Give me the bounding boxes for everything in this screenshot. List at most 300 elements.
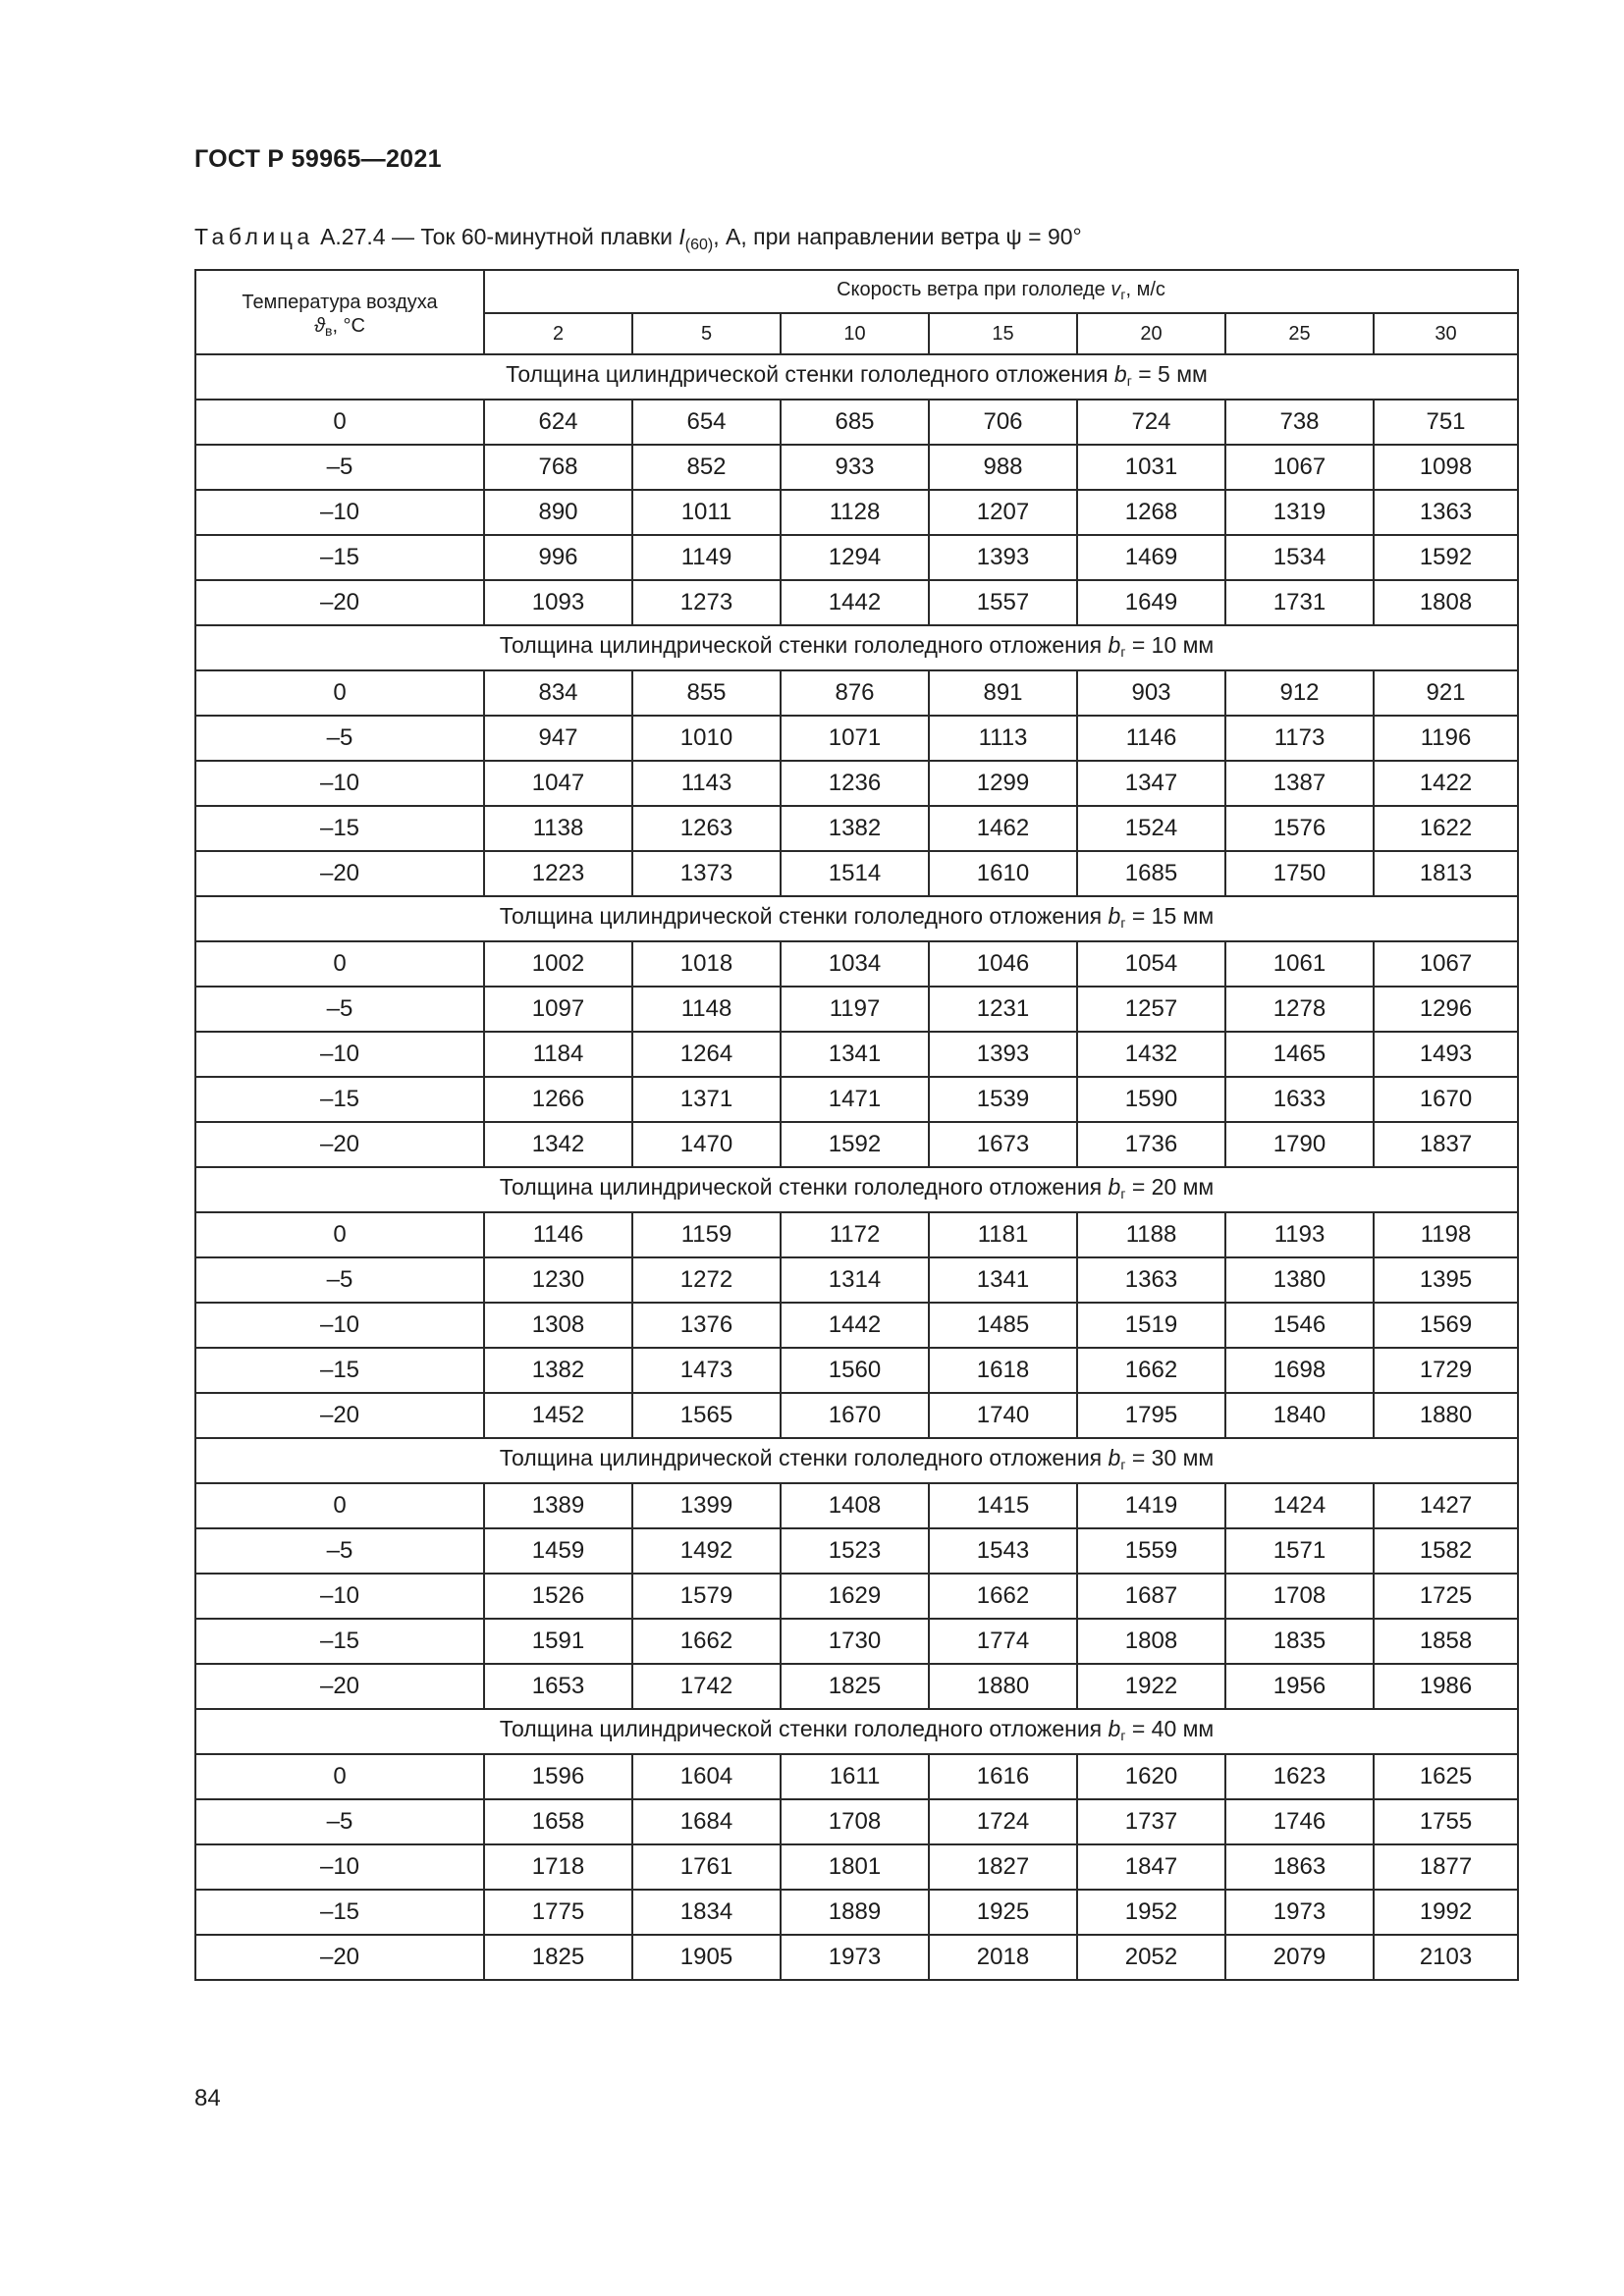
- section-title-prefix: Толщина цилиндрической стенки гололедного отложения: [506, 360, 1114, 387]
- value-cell: 921: [1374, 670, 1518, 716]
- value-cell: 1742: [632, 1664, 781, 1709]
- value-cell: 1571: [1225, 1528, 1374, 1574]
- temperature-cell: 0: [195, 1212, 484, 1257]
- table-row: [195, 1032, 1518, 1077]
- value-cell: 1633: [1225, 1077, 1374, 1122]
- value-cell: 1620: [1077, 1754, 1225, 1799]
- temperature-cell: –15: [195, 1619, 484, 1664]
- value-cell: 1837: [1374, 1122, 1518, 1167]
- table-row: [195, 851, 1518, 896]
- value-cell: 1808: [1077, 1619, 1225, 1664]
- section-header-row: [195, 625, 1518, 670]
- value-cell: 706: [929, 400, 1077, 445]
- caption-label: Таблица: [194, 224, 314, 249]
- temperature-cell: –10: [195, 1574, 484, 1619]
- section-title: [195, 1438, 1518, 1483]
- section-title-prefix: Толщина цилиндрической стенки гололедного отложения: [499, 631, 1109, 658]
- value-cell: 891: [929, 670, 1077, 716]
- wind-speed-header-text: Скорость ветра при гололеде: [837, 278, 1111, 300]
- value-cell: 1173: [1225, 716, 1374, 761]
- section-header-row: [195, 1167, 1518, 1212]
- table-row: [195, 1122, 1518, 1167]
- value-cell: 1579: [632, 1574, 781, 1619]
- value-cell: 1670: [1374, 1077, 1518, 1122]
- value-cell: 1184: [484, 1032, 632, 1077]
- table-row: [195, 1799, 1518, 1844]
- value-cell: 996: [484, 535, 632, 580]
- temperature-cell: –5: [195, 716, 484, 761]
- temperature-cell: –20: [195, 580, 484, 625]
- section-title-symbol: b: [1108, 902, 1121, 929]
- value-cell: 1067: [1225, 445, 1374, 490]
- table-row: [195, 1574, 1518, 1619]
- wind-speed-symbol: v: [1110, 278, 1121, 300]
- value-cell: 1018: [632, 941, 781, 987]
- section-title-prefix: Толщина цилиндрической стенки гололедного отложения: [499, 1444, 1109, 1470]
- value-cell: 1272: [632, 1257, 781, 1303]
- data-table: [194, 269, 1519, 1981]
- value-cell: 2018: [929, 1935, 1077, 1980]
- value-cell: 1687: [1077, 1574, 1225, 1619]
- value-cell: 1314: [781, 1257, 929, 1303]
- value-cell: 1263: [632, 806, 781, 851]
- value-cell: 1143: [632, 761, 781, 806]
- value-cell: 1755: [1374, 1799, 1518, 1844]
- value-cell: 1172: [781, 1212, 929, 1257]
- value-cell: 1294: [781, 535, 929, 580]
- table-row: [195, 1483, 1518, 1528]
- value-cell: 1054: [1077, 941, 1225, 987]
- value-cell: 1408: [781, 1483, 929, 1528]
- value-cell: 1905: [632, 1935, 781, 1980]
- value-cell: 1746: [1225, 1799, 1374, 1844]
- temperature-cell: –5: [195, 1257, 484, 1303]
- section-title-subscript: г: [1120, 914, 1126, 931]
- temperature-cell: –20: [195, 851, 484, 896]
- table-row: [195, 1393, 1518, 1438]
- value-cell: 1565: [632, 1393, 781, 1438]
- caption-subscript: (60): [684, 237, 714, 253]
- value-cell: 1002: [484, 941, 632, 987]
- value-cell: 1393: [929, 1032, 1077, 1077]
- value-cell: 1539: [929, 1077, 1077, 1122]
- value-cell: 1197: [781, 987, 929, 1032]
- value-cell: 1718: [484, 1844, 632, 1890]
- section-title-subscript: г: [1126, 372, 1132, 389]
- value-cell: 1560: [781, 1348, 929, 1393]
- value-cell: 1347: [1077, 761, 1225, 806]
- value-cell: 1266: [484, 1077, 632, 1122]
- value-cell: 1342: [484, 1122, 632, 1167]
- value-cell: 1956: [1225, 1664, 1374, 1709]
- value-cell: 1011: [632, 490, 781, 535]
- value-cell: 1031: [1077, 445, 1225, 490]
- section-header-row: [195, 1709, 1518, 1754]
- value-cell: 1569: [1374, 1303, 1518, 1348]
- value-cell: 1889: [781, 1890, 929, 1935]
- value-cell: 1098: [1374, 445, 1518, 490]
- value-cell: 1415: [929, 1483, 1077, 1528]
- table-row: [195, 535, 1518, 580]
- section-title-suffix: = 5 мм: [1131, 360, 1208, 387]
- value-cell: 1373: [632, 851, 781, 896]
- table-row: [195, 1528, 1518, 1574]
- value-cell: 1835: [1225, 1619, 1374, 1664]
- caption-symbol: I: [678, 224, 685, 249]
- value-cell: 1523: [781, 1528, 929, 1574]
- value-cell: 1149: [632, 535, 781, 580]
- value-cell: 1559: [1077, 1528, 1225, 1574]
- value-cell: 1623: [1225, 1754, 1374, 1799]
- value-cell: 1473: [632, 1348, 781, 1393]
- value-cell: 1808: [1374, 580, 1518, 625]
- table-row: [195, 580, 1518, 625]
- value-cell: 1061: [1225, 941, 1374, 987]
- value-cell: 1264: [632, 1032, 781, 1077]
- value-cell: 1419: [1077, 1483, 1225, 1528]
- value-cell: 1673: [929, 1122, 1077, 1167]
- temperature-symbol-subscript: в: [325, 323, 333, 339]
- value-cell: 876: [781, 670, 929, 716]
- header-row: [195, 270, 1518, 313]
- value-cell: 1432: [1077, 1032, 1225, 1077]
- value-cell: 1148: [632, 987, 781, 1032]
- value-cell: 1128: [781, 490, 929, 535]
- value-cell: 1670: [781, 1393, 929, 1438]
- value-cell: 1422: [1374, 761, 1518, 806]
- value-cell: 1236: [781, 761, 929, 806]
- section-title-subscript: г: [1120, 1185, 1126, 1201]
- value-cell: 1774: [929, 1619, 1077, 1664]
- value-cell: 1546: [1225, 1303, 1374, 1348]
- value-cell: 1389: [484, 1483, 632, 1528]
- value-cell: 1827: [929, 1844, 1077, 1890]
- value-cell: 1146: [1077, 716, 1225, 761]
- value-cell: 1485: [929, 1303, 1077, 1348]
- value-cell: 933: [781, 445, 929, 490]
- value-cell: 1034: [781, 941, 929, 987]
- value-cell: 1459: [484, 1528, 632, 1574]
- temperature-symbol: ϑ: [314, 315, 325, 337]
- value-cell: 1380: [1225, 1257, 1374, 1303]
- table-row: [195, 490, 1518, 535]
- value-cell: 1363: [1077, 1257, 1225, 1303]
- table-row: [195, 1303, 1518, 1348]
- temperature-cell: –20: [195, 1393, 484, 1438]
- table-row: [195, 1754, 1518, 1799]
- value-cell: 1825: [781, 1664, 929, 1709]
- value-cell: 1761: [632, 1844, 781, 1890]
- value-cell: 1196: [1374, 716, 1518, 761]
- value-cell: 1198: [1374, 1212, 1518, 1257]
- value-cell: 890: [484, 490, 632, 535]
- value-cell: 1629: [781, 1574, 929, 1619]
- speed-header-cell: 2: [484, 313, 632, 354]
- value-cell: 1708: [1225, 1574, 1374, 1619]
- value-cell: 1462: [929, 806, 1077, 851]
- value-cell: 1524: [1077, 806, 1225, 851]
- section-title-subscript: г: [1120, 1727, 1126, 1743]
- caption-text-after: , А, при направлении ветра ψ = 90°: [713, 224, 1082, 249]
- value-cell: 1649: [1077, 580, 1225, 625]
- section-title-prefix: Толщина цилиндрической стенки гололедного отложения: [499, 902, 1109, 929]
- section-title: [195, 354, 1518, 400]
- value-cell: 1750: [1225, 851, 1374, 896]
- value-cell: 1296: [1374, 987, 1518, 1032]
- caption-text-before: А.27.4 — Ток 60-минутной плавки: [313, 224, 679, 249]
- value-cell: 1952: [1077, 1890, 1225, 1935]
- section-title-symbol: b: [1108, 1173, 1121, 1200]
- temperature-cell: –20: [195, 1935, 484, 1980]
- temperature-header-line1: Температура воздуха: [242, 292, 438, 313]
- value-cell: 1880: [929, 1664, 1077, 1709]
- value-cell: 1973: [781, 1935, 929, 1980]
- value-cell: 1725: [1374, 1574, 1518, 1619]
- value-cell: 1625: [1374, 1754, 1518, 1799]
- value-cell: 1465: [1225, 1032, 1374, 1077]
- temperature-cell: –15: [195, 806, 484, 851]
- value-cell: 1231: [929, 987, 1077, 1032]
- value-cell: 1257: [1077, 987, 1225, 1032]
- temperature-cell: –10: [195, 1303, 484, 1348]
- value-cell: 1616: [929, 1754, 1077, 1799]
- value-cell: 1493: [1374, 1032, 1518, 1077]
- value-cell: 1658: [484, 1799, 632, 1844]
- value-cell: 1729: [1374, 1348, 1518, 1393]
- value-cell: 1395: [1374, 1257, 1518, 1303]
- table-row: [195, 987, 1518, 1032]
- value-cell: 1604: [632, 1754, 781, 1799]
- value-cell: 1685: [1077, 851, 1225, 896]
- value-cell: 1653: [484, 1664, 632, 1709]
- temperature-cell: –10: [195, 1032, 484, 1077]
- speed-header-cell: 30: [1374, 313, 1518, 354]
- value-cell: 1093: [484, 580, 632, 625]
- value-cell: 2103: [1374, 1935, 1518, 1980]
- section-title-prefix: Толщина цилиндрической стенки гололедного отложения: [499, 1715, 1109, 1741]
- value-cell: 1230: [484, 1257, 632, 1303]
- value-cell: 1731: [1225, 580, 1374, 625]
- value-cell: 1371: [632, 1077, 781, 1122]
- section-header-row: [195, 354, 1518, 400]
- value-cell: 1591: [484, 1619, 632, 1664]
- temperature-header: [195, 270, 484, 354]
- value-cell: 751: [1374, 400, 1518, 445]
- temperature-cell: –5: [195, 445, 484, 490]
- section-title-suffix: = 30 мм: [1125, 1444, 1215, 1470]
- value-cell: 1790: [1225, 1122, 1374, 1167]
- value-cell: 1986: [1374, 1664, 1518, 1709]
- section-header-row: [195, 896, 1518, 941]
- table-row: [195, 1890, 1518, 1935]
- section-title-symbol: b: [1113, 360, 1127, 387]
- temperature-cell: –15: [195, 1348, 484, 1393]
- value-cell: 1526: [484, 1574, 632, 1619]
- value-cell: 1847: [1077, 1844, 1225, 1890]
- temperature-cell: 0: [195, 400, 484, 445]
- temperature-cell: 0: [195, 1754, 484, 1799]
- value-cell: 1181: [929, 1212, 1077, 1257]
- value-cell: 1442: [781, 1303, 929, 1348]
- value-cell: 1880: [1374, 1393, 1518, 1438]
- speed-header-cell: 15: [929, 313, 1077, 354]
- temperature-cell: –10: [195, 1844, 484, 1890]
- temperature-cell: –5: [195, 987, 484, 1032]
- value-cell: 1223: [484, 851, 632, 896]
- value-cell: 1596: [484, 1754, 632, 1799]
- value-cell: 1840: [1225, 1393, 1374, 1438]
- temperature-unit: , °С: [332, 315, 365, 337]
- table-caption: [194, 224, 1082, 254]
- value-cell: 1592: [1374, 535, 1518, 580]
- section-title-symbol: b: [1108, 1715, 1121, 1741]
- value-cell: 1393: [929, 535, 1077, 580]
- value-cell: 1071: [781, 716, 929, 761]
- temperature-cell: –10: [195, 761, 484, 806]
- value-cell: 624: [484, 400, 632, 445]
- value-cell: 1207: [929, 490, 1077, 535]
- wind-speed-symbol-subscript: г: [1120, 286, 1126, 302]
- value-cell: 1382: [781, 806, 929, 851]
- value-cell: 1622: [1374, 806, 1518, 851]
- section-title: [195, 896, 1518, 941]
- section-title-suffix: = 20 мм: [1125, 1173, 1215, 1200]
- value-cell: 1795: [1077, 1393, 1225, 1438]
- temperature-cell: –10: [195, 490, 484, 535]
- value-cell: 1576: [1225, 806, 1374, 851]
- value-cell: 1973: [1225, 1890, 1374, 1935]
- value-cell: 1470: [632, 1122, 781, 1167]
- value-cell: 1801: [781, 1844, 929, 1890]
- table-row: [195, 670, 1518, 716]
- value-cell: 1592: [781, 1122, 929, 1167]
- table-row: [195, 1077, 1518, 1122]
- section-title-symbol: b: [1108, 1444, 1121, 1470]
- value-cell: 1611: [781, 1754, 929, 1799]
- value-cell: 1662: [929, 1574, 1077, 1619]
- temperature-cell: 0: [195, 941, 484, 987]
- value-cell: 1452: [484, 1393, 632, 1438]
- table-row: [195, 941, 1518, 987]
- value-cell: 738: [1225, 400, 1374, 445]
- value-cell: 1046: [929, 941, 1077, 987]
- value-cell: 1662: [632, 1619, 781, 1664]
- value-cell: 1424: [1225, 1483, 1374, 1528]
- value-cell: 912: [1225, 670, 1374, 716]
- page-number: 84: [194, 2085, 221, 2111]
- value-cell: 724: [1077, 400, 1225, 445]
- value-cell: 1813: [1374, 851, 1518, 896]
- value-cell: 1268: [1077, 490, 1225, 535]
- table-row: [195, 761, 1518, 806]
- value-cell: 1471: [781, 1077, 929, 1122]
- temperature-cell: 0: [195, 1483, 484, 1528]
- value-cell: 1138: [484, 806, 632, 851]
- section-title-prefix: Толщина цилиндрической стенки гололедного отложения: [499, 1173, 1109, 1200]
- section-title: [195, 625, 1518, 670]
- value-cell: 988: [929, 445, 1077, 490]
- value-cell: 654: [632, 400, 781, 445]
- value-cell: 1193: [1225, 1212, 1374, 1257]
- table-row: [195, 1348, 1518, 1393]
- wind-speed-header: [484, 270, 1518, 313]
- table-row: [195, 1664, 1518, 1709]
- document-header: ГОСТ Р 59965—2021: [194, 145, 442, 173]
- section-title-suffix: = 10 мм: [1125, 631, 1215, 658]
- value-cell: 1113: [929, 716, 1077, 761]
- section-title-suffix: = 15 мм: [1125, 902, 1215, 929]
- value-cell: 1159: [632, 1212, 781, 1257]
- table-row: [195, 1212, 1518, 1257]
- value-cell: 1399: [632, 1483, 781, 1528]
- value-cell: 855: [632, 670, 781, 716]
- section-title-suffix: = 40 мм: [1125, 1715, 1215, 1741]
- value-cell: 1877: [1374, 1844, 1518, 1890]
- section-title-subscript: г: [1120, 1456, 1126, 1472]
- value-cell: 1737: [1077, 1799, 1225, 1844]
- value-cell: 1557: [929, 580, 1077, 625]
- value-cell: 1834: [632, 1890, 781, 1935]
- value-cell: 1858: [1374, 1619, 1518, 1664]
- value-cell: 1188: [1077, 1212, 1225, 1257]
- value-cell: 1925: [929, 1890, 1077, 1935]
- wind-speed-unit: , м/с: [1125, 278, 1165, 300]
- value-cell: 2052: [1077, 1935, 1225, 1980]
- value-cell: 1736: [1077, 1122, 1225, 1167]
- section-title: [195, 1709, 1518, 1754]
- value-cell: 1708: [781, 1799, 929, 1844]
- value-cell: 1308: [484, 1303, 632, 1348]
- value-cell: 1730: [781, 1619, 929, 1664]
- value-cell: 1863: [1225, 1844, 1374, 1890]
- table-row: [195, 1257, 1518, 1303]
- value-cell: 1514: [781, 851, 929, 896]
- value-cell: 1582: [1374, 1528, 1518, 1574]
- table-row: [195, 400, 1518, 445]
- value-cell: 1590: [1077, 1077, 1225, 1122]
- value-cell: 1775: [484, 1890, 632, 1935]
- value-cell: 1341: [781, 1032, 929, 1077]
- speed-header-cell: 5: [632, 313, 781, 354]
- temperature-cell: –15: [195, 1890, 484, 1935]
- temperature-cell: –20: [195, 1122, 484, 1167]
- value-cell: 1341: [929, 1257, 1077, 1303]
- value-cell: 2079: [1225, 1935, 1374, 1980]
- value-cell: 1363: [1374, 490, 1518, 535]
- value-cell: 947: [484, 716, 632, 761]
- value-cell: 1684: [632, 1799, 781, 1844]
- section-title-symbol: b: [1108, 631, 1121, 658]
- section-title-subscript: г: [1120, 643, 1126, 660]
- section-header-row: [195, 1438, 1518, 1483]
- table-row: [195, 1935, 1518, 1980]
- temperature-cell: –5: [195, 1799, 484, 1844]
- speed-header-cell: 10: [781, 313, 929, 354]
- table-row: [195, 1619, 1518, 1664]
- value-cell: 1825: [484, 1935, 632, 1980]
- table-row: [195, 806, 1518, 851]
- temperature-cell: –20: [195, 1664, 484, 1709]
- value-cell: 1543: [929, 1528, 1077, 1574]
- value-cell: 685: [781, 400, 929, 445]
- value-cell: 1387: [1225, 761, 1374, 806]
- value-cell: 1698: [1225, 1348, 1374, 1393]
- value-cell: 1724: [929, 1799, 1077, 1844]
- value-cell: 1376: [632, 1303, 781, 1348]
- value-cell: 852: [632, 445, 781, 490]
- value-cell: 1097: [484, 987, 632, 1032]
- value-cell: 1382: [484, 1348, 632, 1393]
